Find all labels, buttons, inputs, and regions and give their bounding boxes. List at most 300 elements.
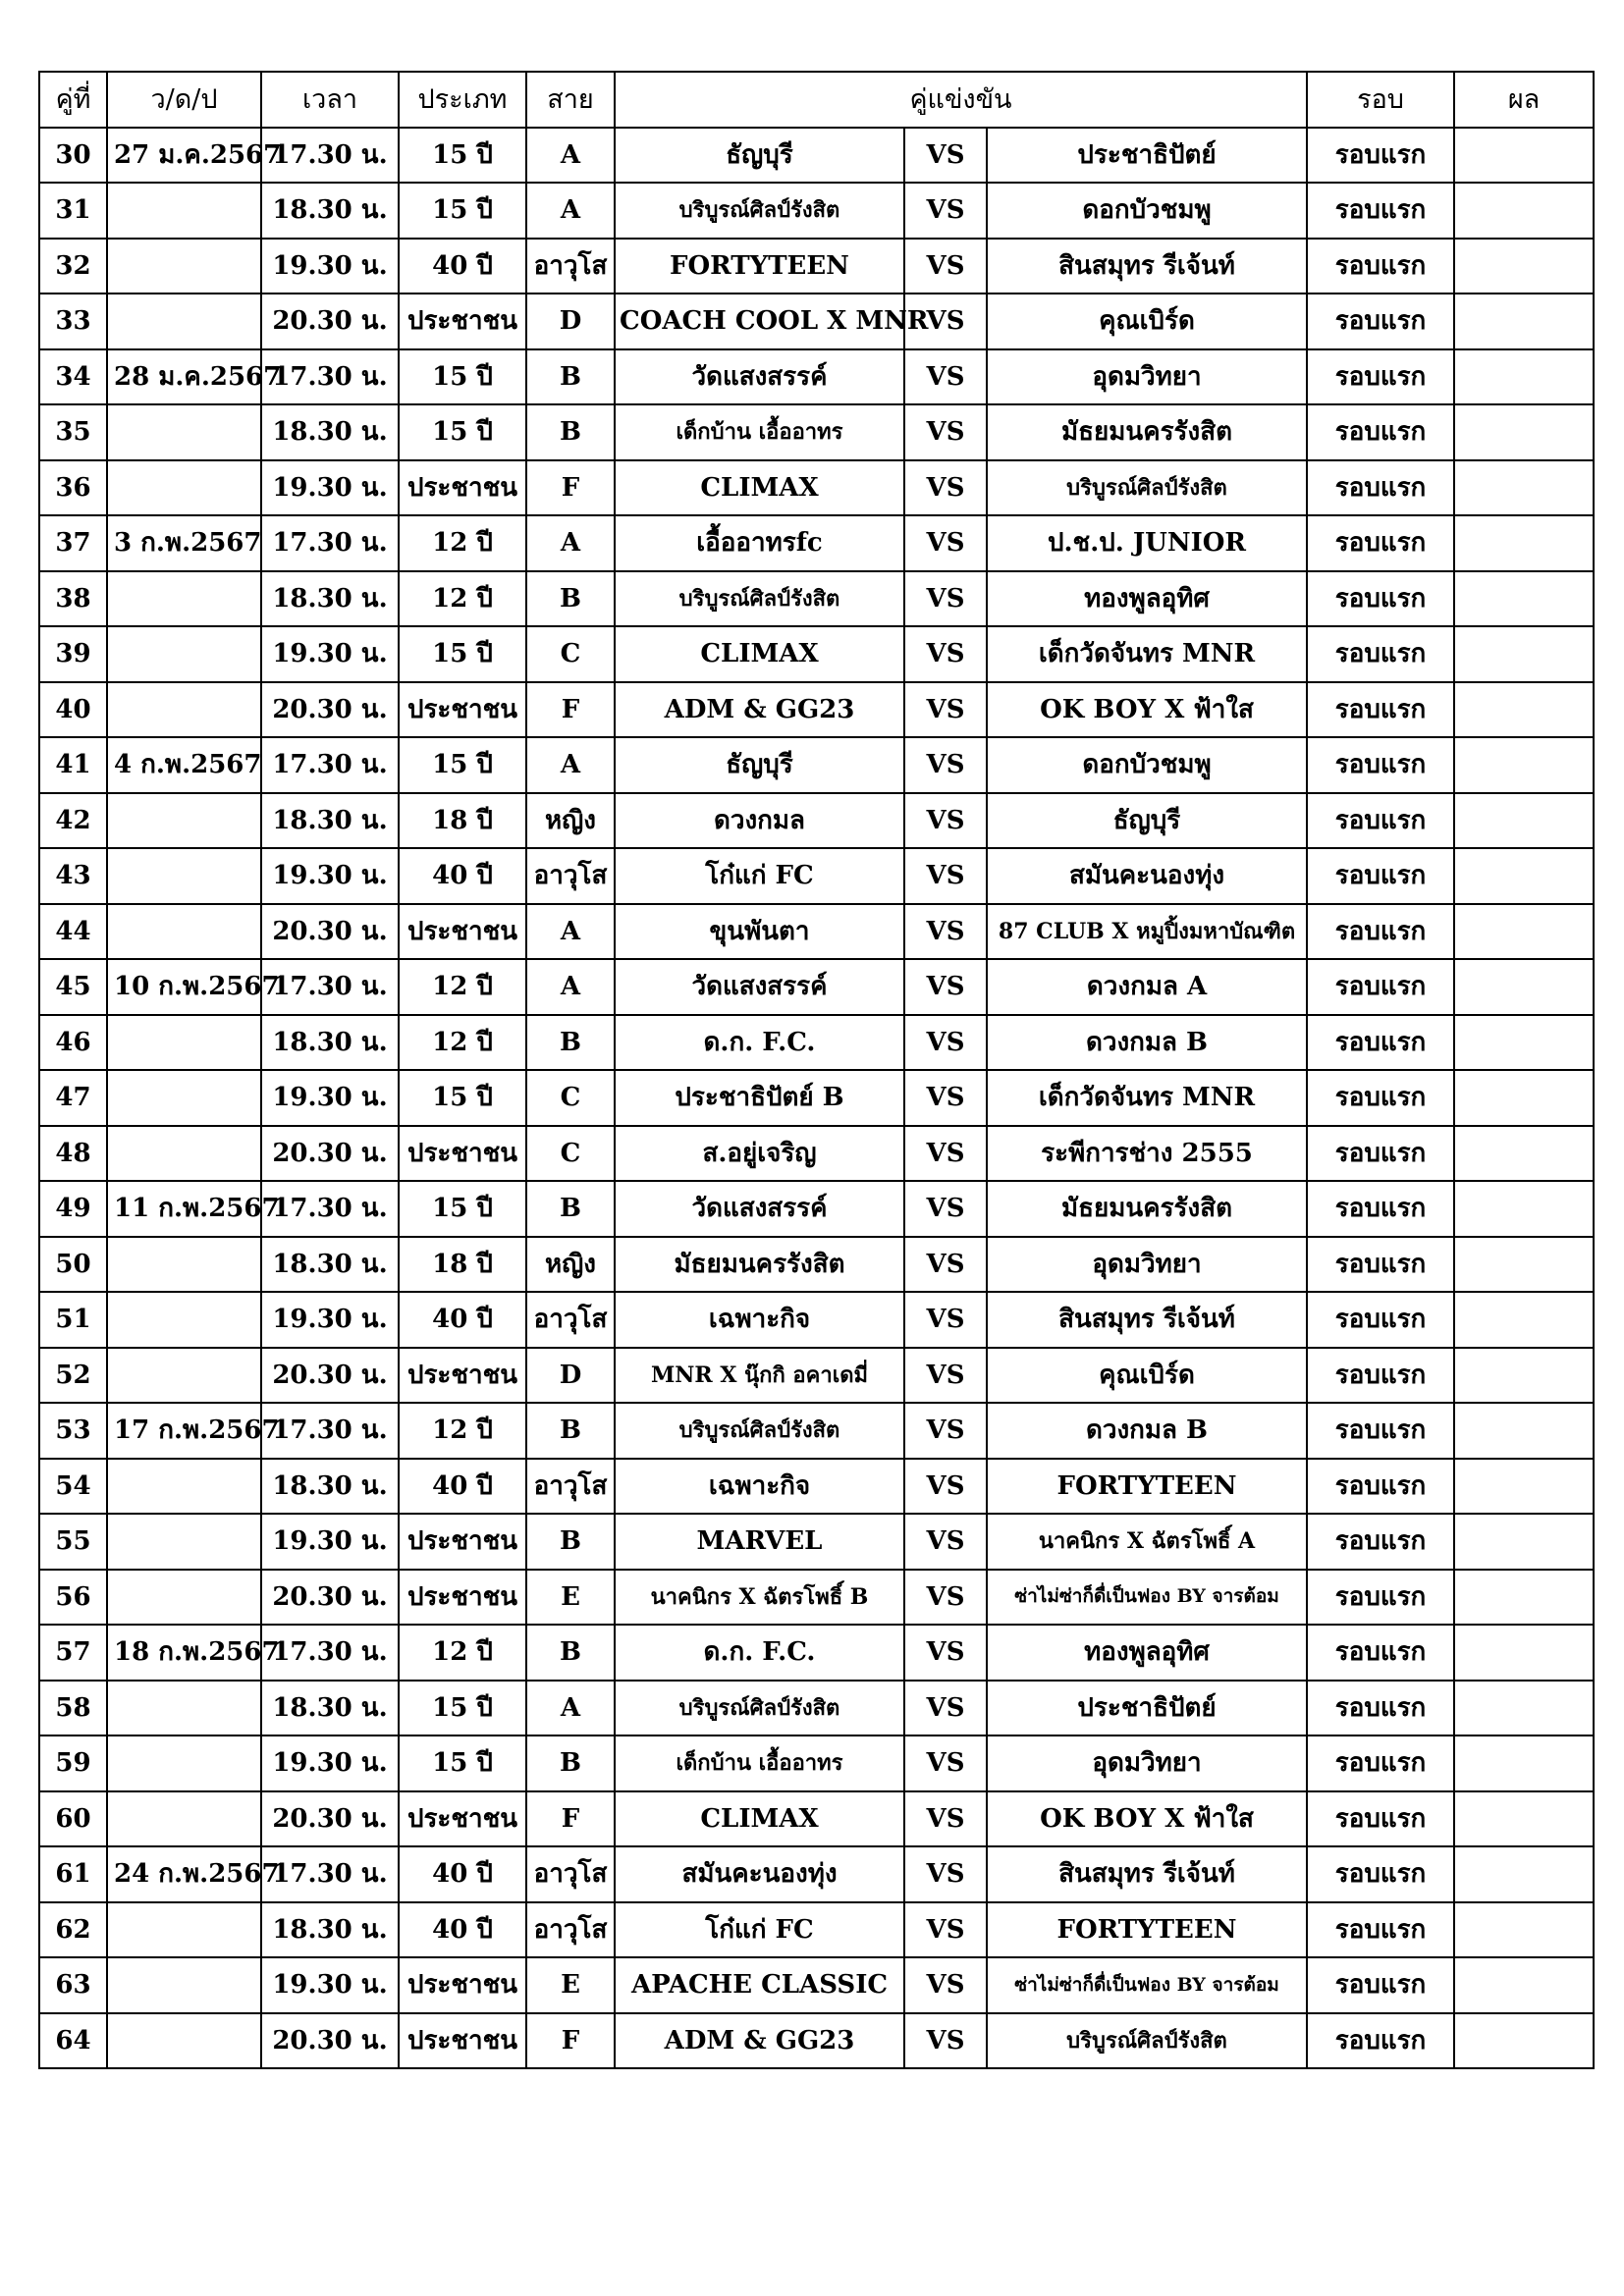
table-row [39,128,1594,184]
cell-match-no: 55 [39,1514,107,1570]
cell-home-team: โก๋แก่ FC [615,848,904,904]
cell-vs: VS [904,1681,987,1736]
cell-result [1454,1237,1594,1293]
cell-away-team: ซ่าไม่ซ่าก็ดื่เป็นฟอง BY จารต้อม [987,1957,1307,2013]
cell-home-team: นาคนิกร X ฉัตรโพธิ์ B [615,1570,904,1626]
cell-group: F [526,682,615,738]
cell-round: รอบแรก [1307,1348,1454,1404]
cell-type: 15 ปี [399,1070,526,1126]
cell-match-no: 52 [39,1348,107,1404]
table-row [39,1237,1594,1293]
cell-round: รอบแรก [1307,183,1454,239]
cell-home-team: ADM & GG23 [615,682,904,738]
cell-match-no: 35 [39,404,107,460]
cell-type: ประชาชน [399,904,526,960]
schedule-body [39,128,1594,2069]
cell-match-no: 47 [39,1070,107,1126]
cell-type: 18 ปี [399,1237,526,1293]
cell-away-team: มัธยมนครรังสิต [987,404,1307,460]
cell-result [1454,1126,1594,1182]
cell-type: ประชาชน [399,2013,526,2069]
cell-round: รอบแรก [1307,1625,1454,1681]
table-row [39,460,1594,516]
cell-vs: VS [904,1735,987,1791]
cell-vs: VS [904,294,987,349]
cell-round: รอบแรก [1307,1126,1454,1182]
cell-match-no: 37 [39,515,107,571]
cell-away-team: เด็กวัดจันทร MNR [987,626,1307,682]
cell-away-team: FORTYTEEN [987,1902,1307,1958]
cell-result [1454,848,1594,904]
cell-home-team: เฉพาะกิจ [615,1459,904,1515]
cell-away-team: คุณเบิร์ด [987,294,1307,349]
cell-time: 17.30 น. [261,1181,399,1237]
cell-result [1454,1735,1594,1791]
cell-away-team: ดวงกมล A [987,959,1307,1015]
cell-time: 18.30 น. [261,1015,399,1071]
cell-vs: VS [904,1625,987,1681]
cell-group: หญิง [526,793,615,849]
table-row [39,1681,1594,1736]
cell-type: ประชาชน [399,1126,526,1182]
cell-vs: VS [904,128,987,184]
cell-away-team: ดอกบัวชมพู [987,737,1307,793]
cell-result [1454,1181,1594,1237]
cell-away-team: บริบูรณ์ศิลป์รังสิต [987,2013,1307,2069]
cell-time: 17.30 น. [261,128,399,184]
cell-match-no: 62 [39,1902,107,1958]
cell-match-no: 50 [39,1237,107,1293]
cell-date [107,1070,261,1126]
cell-result [1454,1403,1594,1459]
cell-date [107,404,261,460]
cell-result [1454,626,1594,682]
cell-home-team: CLIMAX [615,460,904,516]
cell-result [1454,2013,1594,2069]
cell-type: 15 ปี [399,1181,526,1237]
cell-group: A [526,904,615,960]
cell-vs: VS [904,793,987,849]
cell-round: รอบแรก [1307,404,1454,460]
cell-group: E [526,1957,615,2013]
cell-time: 19.30 น. [261,1735,399,1791]
cell-date [107,848,261,904]
cell-type: ประชาชน [399,1957,526,2013]
cell-time: 18.30 น. [261,793,399,849]
cell-group: B [526,349,615,405]
cell-type: 40 ปี [399,1459,526,1515]
cell-away-team: OK BOY X ฟ้าใส [987,1791,1307,1847]
cell-vs: VS [904,1459,987,1515]
cell-date [107,1237,261,1293]
cell-date: 24 ก.พ.2567 [107,1846,261,1902]
cell-result [1454,682,1594,738]
cell-result [1454,1514,1594,1570]
cell-round: รอบแรก [1307,349,1454,405]
cell-match-no: 61 [39,1846,107,1902]
cell-date [107,294,261,349]
cell-time: 20.30 น. [261,682,399,738]
cell-time: 17.30 น. [261,1403,399,1459]
cell-group: C [526,1070,615,1126]
cell-result [1454,239,1594,294]
cell-round: รอบแรก [1307,1070,1454,1126]
cell-home-team: วัดแสงสรรค์ [615,349,904,405]
cell-date [107,1459,261,1515]
cell-home-team: ธัญบุรี [615,128,904,184]
cell-date [107,1514,261,1570]
cell-type: ประชาชน [399,1514,526,1570]
cell-vs: VS [904,1403,987,1459]
cell-group: อาวุโส [526,1292,615,1348]
cell-group: A [526,183,615,239]
match-schedule-table [38,71,1595,2069]
cell-date [107,1735,261,1791]
cell-match-no: 59 [39,1735,107,1791]
cell-time: 18.30 น. [261,404,399,460]
cell-home-team: ธัญบุรี [615,737,904,793]
cell-type: 40 ปี [399,1292,526,1348]
cell-date [107,183,261,239]
cell-group: F [526,2013,615,2069]
cell-match-no: 34 [39,349,107,405]
cell-round: รอบแรก [1307,1237,1454,1293]
cell-type: ประชาชน [399,1791,526,1847]
cell-type: 40 ปี [399,848,526,904]
cell-away-team: ป.ช.ป. JUNIOR [987,515,1307,571]
cell-match-no: 53 [39,1403,107,1459]
cell-home-team: CLIMAX [615,1791,904,1847]
cell-time: 17.30 น. [261,1625,399,1681]
cell-time: 20.30 น. [261,1348,399,1404]
cell-group: F [526,460,615,516]
cell-match-no: 58 [39,1681,107,1736]
cell-type: ประชาชน [399,294,526,349]
cell-home-team: บริบูรณ์ศิลป์รังสิต [615,1681,904,1736]
cell-group: A [526,1681,615,1736]
cell-round: รอบแรก [1307,1902,1454,1958]
cell-vs: VS [904,460,987,516]
cell-match-no: 30 [39,128,107,184]
header-match: คู่แข่งขัน [615,72,1307,128]
cell-group: อาวุโส [526,1902,615,1958]
cell-round: รอบแรก [1307,515,1454,571]
cell-result [1454,571,1594,627]
cell-group: B [526,1514,615,1570]
cell-date [107,1015,261,1071]
cell-home-team: CLIMAX [615,626,904,682]
table-row [39,1459,1594,1515]
header-date: ว/ด/ป [107,72,261,128]
cell-group: A [526,959,615,1015]
cell-vs: VS [904,682,987,738]
cell-away-team: 87 CLUB X หมูปิ้งมหาบัณฑิต [987,904,1307,960]
cell-vs: VS [904,404,987,460]
cell-group: B [526,1181,615,1237]
cell-round: รอบแรก [1307,2013,1454,2069]
cell-result [1454,1902,1594,1958]
cell-match-no: 56 [39,1570,107,1626]
cell-vs: VS [904,183,987,239]
cell-match-no: 41 [39,737,107,793]
cell-time: 17.30 น. [261,737,399,793]
cell-match-no: 60 [39,1791,107,1847]
cell-group: E [526,1570,615,1626]
table-row [39,682,1594,738]
cell-time: 20.30 น. [261,904,399,960]
table-row [39,793,1594,849]
cell-home-team: วัดแสงสรรค์ [615,1181,904,1237]
cell-home-team: MNR X นุ๊กกิ อคาเดมี่ [615,1348,904,1404]
cell-away-team: เด็กวัดจันทร MNR [987,1070,1307,1126]
cell-group: B [526,1403,615,1459]
cell-home-team: ด.ก. F.C. [615,1015,904,1071]
cell-time: 18.30 น. [261,571,399,627]
table-row [39,1902,1594,1958]
table-row [39,349,1594,405]
cell-vs: VS [904,1902,987,1958]
cell-away-team: ประชาธิปัตย์ [987,128,1307,184]
cell-date [107,2013,261,2069]
cell-home-team: มัธยมนครรังสิต [615,1237,904,1293]
cell-result [1454,1570,1594,1626]
cell-match-no: 39 [39,626,107,682]
cell-round: รอบแรก [1307,1957,1454,2013]
cell-result [1454,959,1594,1015]
cell-home-team: APACHE CLASSIC [615,1957,904,2013]
cell-result [1454,1348,1594,1404]
cell-home-team: ขุนพันตา [615,904,904,960]
cell-home-team: บริบูรณ์ศิลป์รังสิต [615,1403,904,1459]
header-time: เวลา [261,72,399,128]
cell-vs: VS [904,1846,987,1902]
cell-vs: VS [904,1126,987,1182]
cell-round: รอบแรก [1307,904,1454,960]
header-round: รอบ [1307,72,1454,128]
table-row [39,1015,1594,1071]
cell-date [107,1681,261,1736]
cell-match-no: 42 [39,793,107,849]
cell-home-team: เด็กบ้าน เอื้ออาทร [615,404,904,460]
cell-vs: VS [904,1957,987,2013]
cell-match-no: 38 [39,571,107,627]
cell-result [1454,1625,1594,1681]
cell-date: 10 ก.พ.2567 [107,959,261,1015]
cell-time: 19.30 น. [261,848,399,904]
cell-group: B [526,1625,615,1681]
cell-type: 15 ปี [399,349,526,405]
cell-result [1454,737,1594,793]
cell-away-team: มัธยมนครรังสิต [987,1181,1307,1237]
cell-away-team: ทองพูลอุทิศ [987,571,1307,627]
cell-vs: VS [904,626,987,682]
cell-group: C [526,626,615,682]
table-row [39,1403,1594,1459]
cell-home-team: เอื้ออาทรfc [615,515,904,571]
cell-round: รอบแรก [1307,626,1454,682]
cell-vs: VS [904,349,987,405]
cell-group: อาวุโส [526,848,615,904]
cell-group: C [526,1126,615,1182]
header-type: ประเภท [399,72,526,128]
cell-time: 17.30 น. [261,515,399,571]
cell-result [1454,904,1594,960]
cell-away-team: บริบูรณ์ศิลป์รังสิต [987,460,1307,516]
cell-result [1454,1292,1594,1348]
cell-type: ประชาชน [399,1570,526,1626]
cell-date [107,571,261,627]
cell-vs: VS [904,1514,987,1570]
header-row [39,72,1594,128]
cell-round: รอบแรก [1307,1570,1454,1626]
table-row [39,1070,1594,1126]
cell-group: B [526,1735,615,1791]
cell-time: 18.30 น. [261,1459,399,1515]
cell-result [1454,404,1594,460]
cell-group: หญิง [526,1237,615,1293]
cell-type: ประชาชน [399,1348,526,1404]
cell-group: B [526,1015,615,1071]
cell-away-team: ซ่าไม่ซ่าก็ดื่เป็นฟอง BY จารต้อม [987,1570,1307,1626]
cell-round: รอบแรก [1307,239,1454,294]
table-row [39,1292,1594,1348]
cell-match-no: 64 [39,2013,107,2069]
cell-away-team: สินสมุทร รีเจ้นท์ [987,239,1307,294]
cell-match-no: 63 [39,1957,107,2013]
table-row [39,294,1594,349]
cell-date [107,1791,261,1847]
cell-type: 15 ปี [399,1681,526,1736]
cell-type: 40 ปี [399,1846,526,1902]
cell-vs: VS [904,1237,987,1293]
cell-type: 15 ปี [399,183,526,239]
cell-round: รอบแรก [1307,959,1454,1015]
cell-result [1454,294,1594,349]
cell-away-team: ธัญบุรี [987,793,1307,849]
cell-date: 11 ก.พ.2567 [107,1181,261,1237]
cell-result [1454,1791,1594,1847]
cell-home-team: MARVEL [615,1514,904,1570]
cell-away-team: สมันคะนองทุ่ง [987,848,1307,904]
cell-time: 18.30 น. [261,183,399,239]
cell-date: 3 ก.พ.2567 [107,515,261,571]
table-row [39,1348,1594,1404]
cell-result [1454,349,1594,405]
cell-result [1454,793,1594,849]
table-row [39,1791,1594,1847]
cell-round: รอบแรก [1307,682,1454,738]
table-row [39,737,1594,793]
cell-round: รอบแรก [1307,1681,1454,1736]
cell-away-team: อุดมวิทยา [987,349,1307,405]
cell-home-team: ประชาธิปัตย์ B [615,1070,904,1126]
cell-date: 17 ก.พ.2567 [107,1403,261,1459]
cell-type: 12 ปี [399,959,526,1015]
cell-round: รอบแรก [1307,1459,1454,1515]
cell-time: 18.30 น. [261,1902,399,1958]
cell-time: 20.30 น. [261,2013,399,2069]
cell-vs: VS [904,239,987,294]
cell-round: รอบแรก [1307,1791,1454,1847]
cell-group: A [526,737,615,793]
cell-away-team: ประชาธิปัตย์ [987,1681,1307,1736]
cell-home-team: เฉพาะกิจ [615,1292,904,1348]
cell-home-team: COACH COOL X MNR [615,294,904,349]
cell-date: 28 ม.ค.2567 [107,349,261,405]
cell-match-no: 54 [39,1459,107,1515]
cell-round: รอบแรก [1307,1403,1454,1459]
table-row [39,1625,1594,1681]
cell-time: 17.30 น. [261,349,399,405]
cell-type: 40 ปี [399,239,526,294]
cell-type: 15 ปี [399,737,526,793]
cell-round: รอบแรก [1307,1735,1454,1791]
cell-round: รอบแรก [1307,1846,1454,1902]
cell-round: รอบแรก [1307,571,1454,627]
cell-result [1454,1459,1594,1515]
cell-group: A [526,515,615,571]
cell-away-team: OK BOY X ฟ้าใส [987,682,1307,738]
table-row [39,1570,1594,1626]
cell-time: 17.30 น. [261,1846,399,1902]
cell-time: 17.30 น. [261,959,399,1015]
cell-away-team: นาคนิกร X ฉัตรโพธิ์ A [987,1514,1307,1570]
table-row [39,404,1594,460]
cell-date: 4 ก.พ.2567 [107,737,261,793]
cell-vs: VS [904,1070,987,1126]
cell-away-team: สินสมุทร รีเจ้นท์ [987,1846,1307,1902]
cell-home-team: ADM & GG23 [615,2013,904,2069]
cell-group: D [526,1348,615,1404]
cell-round: รอบแรก [1307,1015,1454,1071]
table-row [39,904,1594,960]
cell-time: 19.30 น. [261,239,399,294]
cell-date [107,1957,261,2013]
cell-date [107,682,261,738]
cell-time: 19.30 น. [261,626,399,682]
cell-match-no: 45 [39,959,107,1015]
cell-away-team: อุดมวิทยา [987,1237,1307,1293]
cell-vs: VS [904,737,987,793]
cell-vs: VS [904,1348,987,1404]
table-row [39,1126,1594,1182]
cell-home-team: วัดแสงสรรค์ [615,959,904,1015]
cell-result [1454,1957,1594,2013]
cell-round: รอบแรก [1307,737,1454,793]
cell-vs: VS [904,1791,987,1847]
table-row [39,515,1594,571]
cell-result [1454,1015,1594,1071]
cell-round: รอบแรก [1307,294,1454,349]
cell-time: 20.30 น. [261,1570,399,1626]
cell-vs: VS [904,2013,987,2069]
header-group: สาย [526,72,615,128]
cell-result [1454,128,1594,184]
cell-group: B [526,571,615,627]
cell-vs: VS [904,1015,987,1071]
table-row [39,848,1594,904]
cell-type: 12 ปี [399,571,526,627]
cell-result [1454,1681,1594,1736]
cell-away-team: ดอกบัวชมพู [987,183,1307,239]
cell-round: รอบแรก [1307,128,1454,184]
cell-round: รอบแรก [1307,1181,1454,1237]
cell-result [1454,1846,1594,1902]
cell-round: รอบแรก [1307,848,1454,904]
cell-time: 20.30 น. [261,1791,399,1847]
cell-vs: VS [904,515,987,571]
cell-round: รอบแรก [1307,793,1454,849]
